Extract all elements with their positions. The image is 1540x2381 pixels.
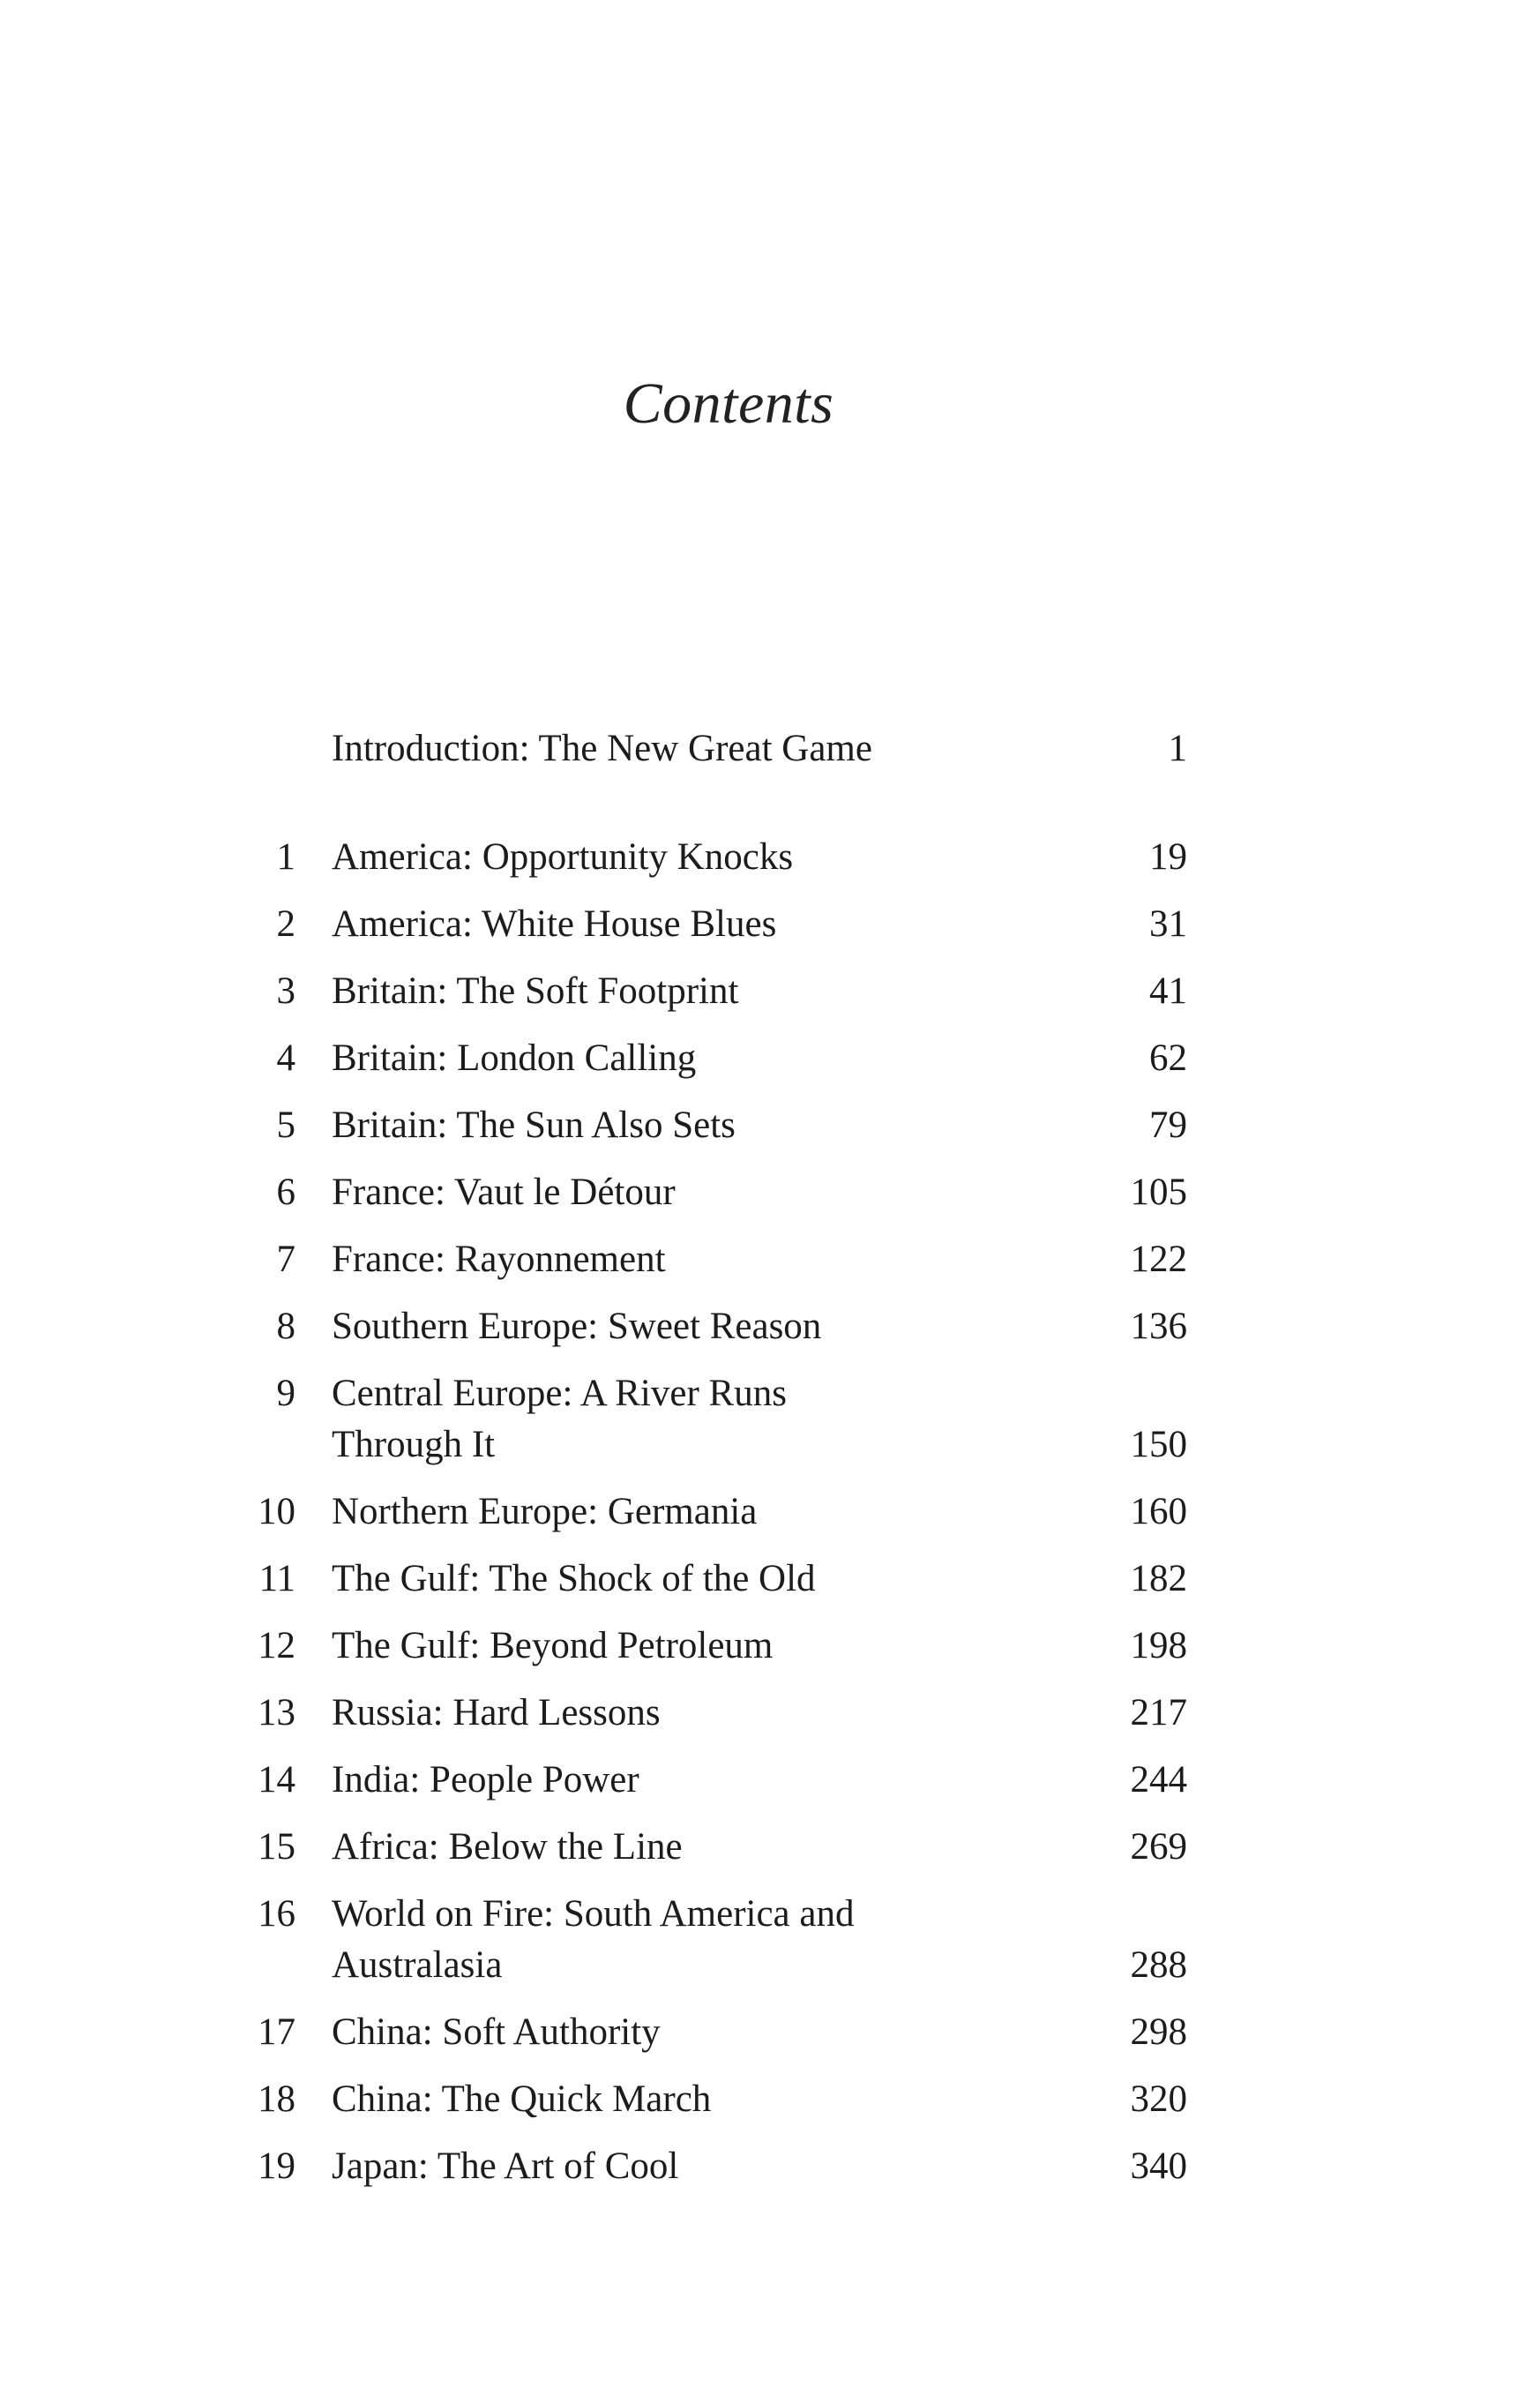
entry-title-line: France: Vaut le Détour	[332, 1172, 676, 1213]
entry-page: 160	[1130, 1491, 1187, 1532]
entry-page: 136	[1130, 1306, 1187, 1347]
entry-title	[332, 1100, 967, 1151]
entry-page: 41	[1149, 970, 1187, 1012]
chapter-number: 19	[258, 2145, 295, 2187]
entry-title	[332, 1688, 967, 1739]
entry-page: 150	[1130, 1424, 1187, 1465]
entry-title-line: Through It	[332, 1424, 496, 1465]
entry-page: 244	[1130, 1759, 1187, 1801]
entry-title-line: Australasia	[332, 1944, 503, 1986]
entry-title-line: Russia: Hard Lessons	[332, 1692, 661, 1733]
entry-page: 198	[1130, 1625, 1187, 1666]
entry-title	[332, 966, 967, 1017]
entry-title-line: Southern Europe: Sweet Reason	[332, 1306, 822, 1347]
chapter-number: 10	[258, 1491, 295, 1532]
entry-page: 217	[1130, 1692, 1187, 1733]
entry-page: 269	[1130, 1826, 1187, 1868]
entry-title	[332, 1621, 967, 1672]
entry-title-line: Central Europe: A River Runs	[332, 1373, 787, 1414]
entry-title-line: World on Fire: South America and	[332, 1893, 855, 1935]
chapter-number: 1	[276, 836, 295, 878]
entry-title-line: Britain: The Soft Footprint	[332, 970, 739, 1012]
entry-title-line: Britain: The Sun Also Sets	[332, 1104, 736, 1146]
chapter-number: 12	[258, 1625, 295, 1666]
chapter-number: 18	[258, 2078, 295, 2120]
chapter-number: 3	[276, 970, 295, 1012]
entry-page: 182	[1130, 1558, 1187, 1599]
chapter-number: 7	[276, 1239, 295, 1280]
entry-title	[332, 1167, 967, 1218]
entry-title-line: The Gulf: Beyond Petroleum	[332, 1625, 774, 1666]
entry-title	[332, 1554, 967, 1605]
entry-page: 340	[1130, 2145, 1187, 2187]
chapter-number: 9	[276, 1373, 295, 1414]
chapter-number: 13	[258, 1692, 295, 1733]
entry-page: 320	[1130, 2078, 1187, 2120]
entry-title-line: America: White House Blues	[332, 903, 777, 945]
entry-title	[332, 1033, 967, 1084]
entry-page: 288	[1130, 1944, 1187, 1986]
chapter-number: 8	[276, 1306, 295, 1347]
chapter-number: 2	[276, 903, 295, 945]
entry-title-line: India: People Power	[332, 1759, 639, 1801]
entry-title-line: China: Soft Authority	[332, 2011, 661, 2053]
entry-title	[332, 1822, 967, 1873]
entry-title	[332, 1889, 967, 1991]
entry-title-line: Africa: Below the Line	[332, 1826, 683, 1868]
entry-title	[332, 1368, 967, 1471]
entry-title	[332, 832, 967, 883]
page-title: Contents	[623, 371, 834, 436]
chapter-number: 4	[276, 1037, 295, 1079]
entry-title	[332, 1486, 967, 1538]
entry-page: 1	[1168, 728, 1187, 769]
chapter-number: 16	[258, 1893, 295, 1935]
chapter-number: 6	[276, 1172, 295, 1213]
entry-title	[332, 2007, 967, 2058]
entry-page: 105	[1130, 1172, 1187, 1213]
entry-title	[332, 2074, 967, 2125]
entry-page: 298	[1130, 2011, 1187, 2053]
entry-page: 31	[1149, 903, 1187, 945]
chapter-number: 5	[276, 1104, 295, 1146]
chapter-number: 14	[258, 1759, 295, 1801]
entry-title	[332, 899, 967, 950]
entry-page: 62	[1149, 1037, 1187, 1079]
entry-title-line: China: The Quick March	[332, 2078, 712, 2120]
entry-title-line: Japan: The Art of Cool	[332, 2145, 679, 2187]
entry-title	[332, 1755, 967, 1806]
entry-title-line: America: Opportunity Knocks	[332, 836, 794, 878]
chapter-number: 15	[258, 1826, 295, 1868]
entry-title	[332, 2141, 967, 2192]
entry-page: 122	[1130, 1239, 1187, 1280]
entry-title	[332, 1234, 967, 1285]
entry-page: 79	[1149, 1104, 1187, 1146]
entry-title-line: The Gulf: The Shock of the Old	[332, 1558, 816, 1599]
entry-page: 19	[1149, 836, 1187, 878]
entry-title	[332, 1301, 967, 1352]
entry-title-line: France: Rayonnement	[332, 1239, 666, 1280]
entry-title-line: Northern Europe: Germania	[332, 1491, 758, 1532]
entry-title: Introduction: The New Great Game	[332, 728, 872, 769]
chapter-number: 11	[258, 1558, 295, 1599]
chapter-number: 17	[258, 2011, 295, 2053]
entry-title-line: Britain: London Calling	[332, 1037, 697, 1079]
